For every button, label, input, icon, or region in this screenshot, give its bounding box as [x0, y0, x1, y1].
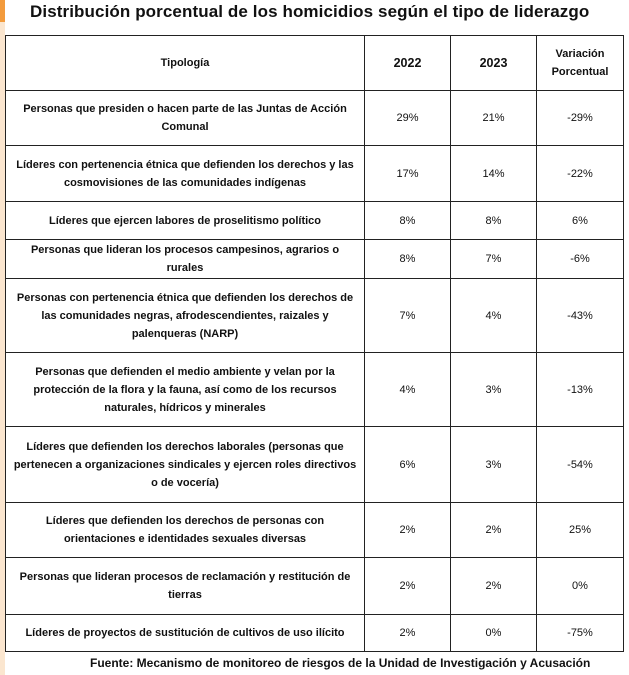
- cell-variacion: 25%: [537, 503, 624, 558]
- cell-2023: 3%: [451, 353, 537, 427]
- cell-2022: 8%: [365, 240, 451, 279]
- accent-marker: [0, 0, 5, 22]
- cell-variacion: -43%: [537, 279, 624, 353]
- cell-variacion: -54%: [537, 427, 624, 503]
- cell-2023: 21%: [451, 91, 537, 146]
- cell-variacion: 0%: [537, 558, 624, 615]
- table-row: [6, 240, 624, 279]
- header-tipologia: Tipología: [6, 36, 365, 91]
- cell-2022: 2%: [365, 503, 451, 558]
- table-row: [6, 202, 624, 240]
- homicides-table: [5, 35, 624, 652]
- table-row: [6, 353, 624, 427]
- cell-2023: 0%: [451, 615, 537, 652]
- cell-variacion: -22%: [537, 146, 624, 202]
- cell-tipologia: Líderes de proyectos de sustitución de cultivos de uso ilícito: [6, 615, 365, 652]
- table-row: [6, 146, 624, 202]
- cell-tipologia: Personas que defienden el medio ambiente y velan por la protección de la flora y la fauna, así como de los recursos naturales, hídricos y minerales: [6, 353, 365, 427]
- cell-tipologia: Personas con pertenencia étnica que defienden los derechos de las comunidades negras, afrodescendientes, raizales y palenqueras (NARP): [6, 279, 365, 353]
- cell-2023: 2%: [451, 558, 537, 615]
- cell-2022: 6%: [365, 427, 451, 503]
- cell-variacion: -6%: [537, 240, 624, 279]
- cell-variacion: 6%: [537, 202, 624, 240]
- header-2023: 2023: [451, 36, 537, 91]
- header-variacion: Variación Porcentual: [537, 36, 624, 91]
- cell-2023: 4%: [451, 279, 537, 353]
- cell-tipologia: Líderes que defienden los derechos laborales (personas que pertenecen a organizaciones sindicales y ejercen roles directivos o de vocería): [6, 427, 365, 503]
- cell-2022: 17%: [365, 146, 451, 202]
- source-note: Fuente: Mecanismo de monitoreo de riesgos de la Unidad de Investigación y Acusación: [90, 656, 591, 670]
- cell-variacion: -29%: [537, 91, 624, 146]
- table-header-row: [6, 36, 624, 91]
- cell-2022: 4%: [365, 353, 451, 427]
- table-row: [6, 91, 624, 146]
- page-title: Distribución porcentual de los homicidios según el tipo de liderazgo: [30, 2, 590, 21]
- cell-2023: 7%: [451, 240, 537, 279]
- cell-tipologia: Personas que lideran procesos de reclamación y restitución de tierras: [6, 558, 365, 615]
- cell-2023: 8%: [451, 202, 537, 240]
- header-2022: 2022: [365, 36, 451, 91]
- cell-2023: 14%: [451, 146, 537, 202]
- cell-2023: 2%: [451, 503, 537, 558]
- cell-2022: 2%: [365, 558, 451, 615]
- cell-2022: 8%: [365, 202, 451, 240]
- table-row: [6, 279, 624, 353]
- cell-2023: 3%: [451, 427, 537, 503]
- cell-2022: 29%: [365, 91, 451, 146]
- cell-2022: 7%: [365, 279, 451, 353]
- cell-tipologia: Líderes con pertenencia étnica que defienden los derechos y las cosmovisiones de las comunidades indígenas: [6, 146, 365, 202]
- cell-variacion: -13%: [537, 353, 624, 427]
- cell-variacion: -75%: [537, 615, 624, 652]
- cell-tipologia: Personas que presiden o hacen parte de las Juntas de Acción Comunal: [6, 91, 365, 146]
- table-row: [6, 615, 624, 652]
- cell-tipologia: Líderes que ejercen labores de proselitismo político: [6, 202, 365, 240]
- table-row: [6, 427, 624, 503]
- cell-2022: 2%: [365, 615, 451, 652]
- cell-tipologia: Personas que lideran los procesos campesinos, agrarios o rurales: [6, 240, 365, 279]
- cell-tipologia: Líderes que defienden los derechos de personas con orientaciones e identidades sexuales diversas: [6, 503, 365, 558]
- table-row: [6, 503, 624, 558]
- table-row: [6, 558, 624, 615]
